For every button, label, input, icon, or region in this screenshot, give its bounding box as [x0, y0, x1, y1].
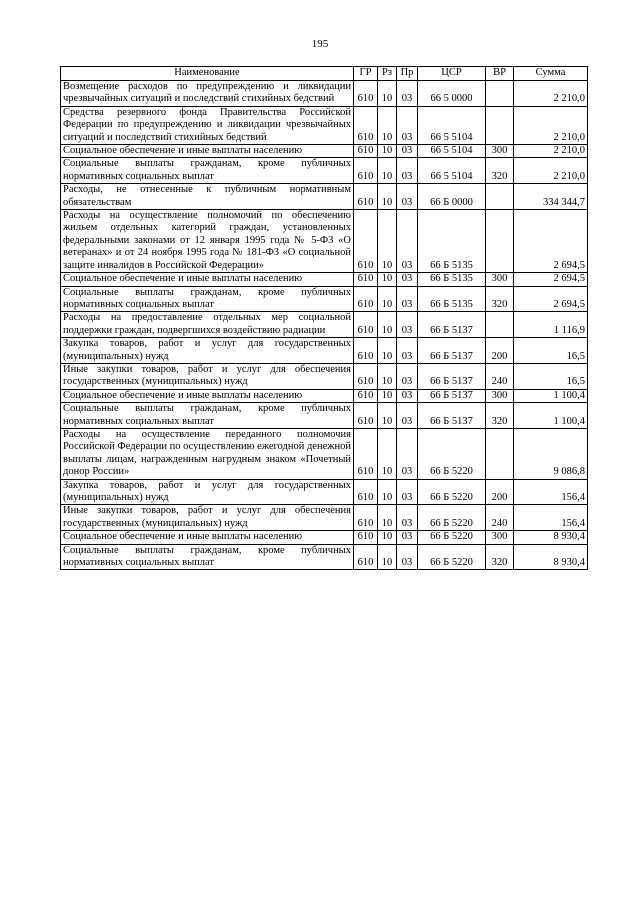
row-rz: 10: [378, 312, 397, 338]
row-vr: [486, 106, 514, 144]
table-row: [61, 312, 588, 338]
row-name: Расходы на осуществление переданного полномочия Российской Федерации по осуществлению ежегодной денежной выплаты лицам, награжденным нагрудным знаком «Почетный донор России»: [61, 428, 354, 479]
header-row: [61, 67, 588, 81]
row-vr: 320: [486, 544, 514, 570]
header-csr: ЦСР: [418, 67, 486, 81]
table-row: [61, 338, 588, 364]
row-csr: 66 Б 5135: [418, 286, 486, 312]
row-sum: 334 344,7: [514, 184, 588, 210]
row-pr: 03: [397, 389, 418, 402]
row-sum: 156,4: [514, 479, 588, 505]
row-vr: 240: [486, 363, 514, 389]
row-vr: [486, 312, 514, 338]
row-name: Расходы, не отнесенные к публичным нормативным обязательствам: [61, 184, 354, 210]
row-sum: 9 086,8: [514, 428, 588, 479]
row-sum: 2 210,0: [514, 145, 588, 158]
row-pr: 03: [397, 312, 418, 338]
row-vr: 200: [486, 479, 514, 505]
row-sum: 156,4: [514, 505, 588, 531]
row-gr: 610: [354, 428, 378, 479]
table-row: [61, 106, 588, 144]
table-row: [61, 389, 588, 402]
row-sum: 1 116,9: [514, 312, 588, 338]
row-rz: 10: [378, 428, 397, 479]
row-name: Социальное обеспечение и иные выплаты населению: [61, 273, 354, 286]
row-rz: 10: [378, 403, 397, 429]
table-row: [61, 145, 588, 158]
row-csr: 66 Б 5220: [418, 544, 486, 570]
row-name: Социальные выплаты гражданам, кроме публичных нормативных социальных выплат: [61, 403, 354, 429]
row-rz: 10: [378, 479, 397, 505]
row-sum: 16,5: [514, 363, 588, 389]
row-sum: 2 210,0: [514, 106, 588, 144]
row-name: Иные закупки товаров, работ и услуг для обеспечения государственных (муниципальных) нужд: [61, 363, 354, 389]
table-row: [61, 531, 588, 544]
row-rz: 10: [378, 389, 397, 402]
row-gr: 610: [354, 81, 378, 107]
table-row: [61, 403, 588, 429]
row-csr: 66 Б 5135: [418, 210, 486, 273]
row-vr: 240: [486, 505, 514, 531]
row-pr: 03: [397, 106, 418, 144]
row-pr: 03: [397, 273, 418, 286]
header-gr: ГР: [354, 67, 378, 81]
table-row: [61, 184, 588, 210]
row-rz: 10: [378, 158, 397, 184]
row-gr: 610: [354, 312, 378, 338]
row-pr: 03: [397, 505, 418, 531]
table-row: [61, 428, 588, 479]
row-rz: 10: [378, 106, 397, 144]
row-name: Расходы на предоставление отдельных мер социальной поддержки граждан, подвергшихся воздействию радиации: [61, 312, 354, 338]
row-name: Социальное обеспечение и иные выплаты населению: [61, 531, 354, 544]
row-gr: 610: [354, 338, 378, 364]
row-pr: 03: [397, 145, 418, 158]
row-rz: 10: [378, 145, 397, 158]
row-name: Социальные выплаты гражданам, кроме публичных нормативных социальных выплат: [61, 158, 354, 184]
row-sum: 16,5: [514, 338, 588, 364]
row-rz: 10: [378, 544, 397, 570]
row-sum: 2 694,5: [514, 210, 588, 273]
row-name: Социальное обеспечение и иные выплаты населению: [61, 389, 354, 402]
row-csr: 66 5 5104: [418, 145, 486, 158]
row-pr: 03: [397, 210, 418, 273]
row-gr: 610: [354, 363, 378, 389]
row-name: Социальные выплаты гражданам, кроме публичных нормативных социальных выплат: [61, 286, 354, 312]
row-pr: 03: [397, 531, 418, 544]
row-vr: 320: [486, 403, 514, 429]
header-name: Наименование: [61, 67, 354, 81]
row-rz: 10: [378, 81, 397, 107]
row-csr: 66 Б 5137: [418, 363, 486, 389]
row-csr: 66 Б 5137: [418, 389, 486, 402]
row-gr: 610: [354, 184, 378, 210]
header-rz: Рз: [378, 67, 397, 81]
row-pr: 03: [397, 428, 418, 479]
row-name: Иные закупки товаров, работ и услуг для обеспечения государственных (муниципальных) нужд: [61, 505, 354, 531]
row-pr: 03: [397, 184, 418, 210]
row-vr: 300: [486, 145, 514, 158]
row-vr: [486, 81, 514, 107]
table-row: [61, 273, 588, 286]
row-gr: 610: [354, 389, 378, 402]
table-header: [61, 67, 588, 81]
row-pr: 03: [397, 338, 418, 364]
row-name: Возмещение расходов по предупреждению и ликвидации чрезвычайных ситуаций и последствий стихийных бедствий: [61, 81, 354, 107]
row-csr: 66 Б 5220: [418, 428, 486, 479]
row-vr: 300: [486, 389, 514, 402]
header-sum: Сумма: [514, 67, 588, 81]
row-gr: 610: [354, 403, 378, 429]
row-pr: 03: [397, 363, 418, 389]
row-name: Расходы на осуществление полномочий по обеспечению жильем отдельных категорий граждан, установленных федеральными законами от 12 января 1995 года № 5-ФЗ «О ветеранах» и от 24 ноября 1995 года № 181-ФЗ «О социальной защите инвалидов в Российской Федерации»: [61, 210, 354, 273]
table-row: [61, 158, 588, 184]
row-gr: 610: [354, 505, 378, 531]
table-row: [61, 544, 588, 570]
row-sum: 8 930,4: [514, 544, 588, 570]
row-csr: 66 5 5104: [418, 158, 486, 184]
table-row: [61, 505, 588, 531]
row-sum: 2 694,5: [514, 273, 588, 286]
row-pr: 03: [397, 81, 418, 107]
row-rz: 10: [378, 210, 397, 273]
row-pr: 03: [397, 403, 418, 429]
row-name: Закупка товаров, работ и услуг для государственных (муниципальных) нужд: [61, 479, 354, 505]
row-vr: 300: [486, 273, 514, 286]
table-body: [61, 81, 588, 570]
table-row: [61, 210, 588, 273]
row-rz: 10: [378, 363, 397, 389]
row-sum: 1 100,4: [514, 389, 588, 402]
row-name: Социальные выплаты гражданам, кроме публичных нормативных социальных выплат: [61, 544, 354, 570]
row-csr: 66 Б 5137: [418, 338, 486, 364]
row-vr: 200: [486, 338, 514, 364]
row-sum: 2 694,5: [514, 286, 588, 312]
row-pr: 03: [397, 544, 418, 570]
row-rz: 10: [378, 505, 397, 531]
row-gr: 610: [354, 273, 378, 286]
table-row: [61, 479, 588, 505]
row-vr: [486, 210, 514, 273]
row-sum: 2 210,0: [514, 158, 588, 184]
row-rz: 10: [378, 338, 397, 364]
row-csr: 66 Б 0000: [418, 184, 486, 210]
row-csr: 66 Б 5220: [418, 479, 486, 505]
table-row: [61, 286, 588, 312]
row-sum: 2 210,0: [514, 81, 588, 107]
row-pr: 03: [397, 286, 418, 312]
row-rz: 10: [378, 286, 397, 312]
row-gr: 610: [354, 531, 378, 544]
row-csr: 66 5 5104: [418, 106, 486, 144]
row-gr: 610: [354, 106, 378, 144]
row-pr: 03: [397, 479, 418, 505]
row-csr: 66 Б 5135: [418, 273, 486, 286]
row-gr: 610: [354, 158, 378, 184]
row-csr: 66 5 0000: [418, 81, 486, 107]
row-gr: 610: [354, 286, 378, 312]
row-vr: 320: [486, 286, 514, 312]
row-name: Средства резервного фонда Правительства Российской Федерации по предупреждению и ликвидации чрезвычайных ситуаций и последствий стихийных бедствий: [61, 106, 354, 144]
row-csr: 66 Б 5220: [418, 505, 486, 531]
row-csr: 66 Б 5137: [418, 403, 486, 429]
row-vr: 300: [486, 531, 514, 544]
row-csr: 66 Б 5220: [418, 531, 486, 544]
row-rz: 10: [378, 273, 397, 286]
budget-table: [60, 66, 588, 570]
row-vr: [486, 428, 514, 479]
row-vr: [486, 184, 514, 210]
row-name: Закупка товаров, работ и услуг для государственных (муниципальных) нужд: [61, 338, 354, 364]
row-vr: 320: [486, 158, 514, 184]
page-number: 195: [311, 38, 329, 50]
table-row: [61, 81, 588, 107]
row-pr: 03: [397, 158, 418, 184]
header-vr: ВР: [486, 67, 514, 81]
header-pr: Пр: [397, 67, 418, 81]
row-name: Социальное обеспечение и иные выплаты населению: [61, 145, 354, 158]
row-gr: 610: [354, 145, 378, 158]
row-gr: 610: [354, 210, 378, 273]
table-row: [61, 363, 588, 389]
row-sum: 1 100,4: [514, 403, 588, 429]
row-gr: 610: [354, 544, 378, 570]
row-gr: 610: [354, 479, 378, 505]
row-sum: 8 930,4: [514, 531, 588, 544]
row-rz: 10: [378, 531, 397, 544]
row-rz: 10: [378, 184, 397, 210]
row-csr: 66 Б 5137: [418, 312, 486, 338]
